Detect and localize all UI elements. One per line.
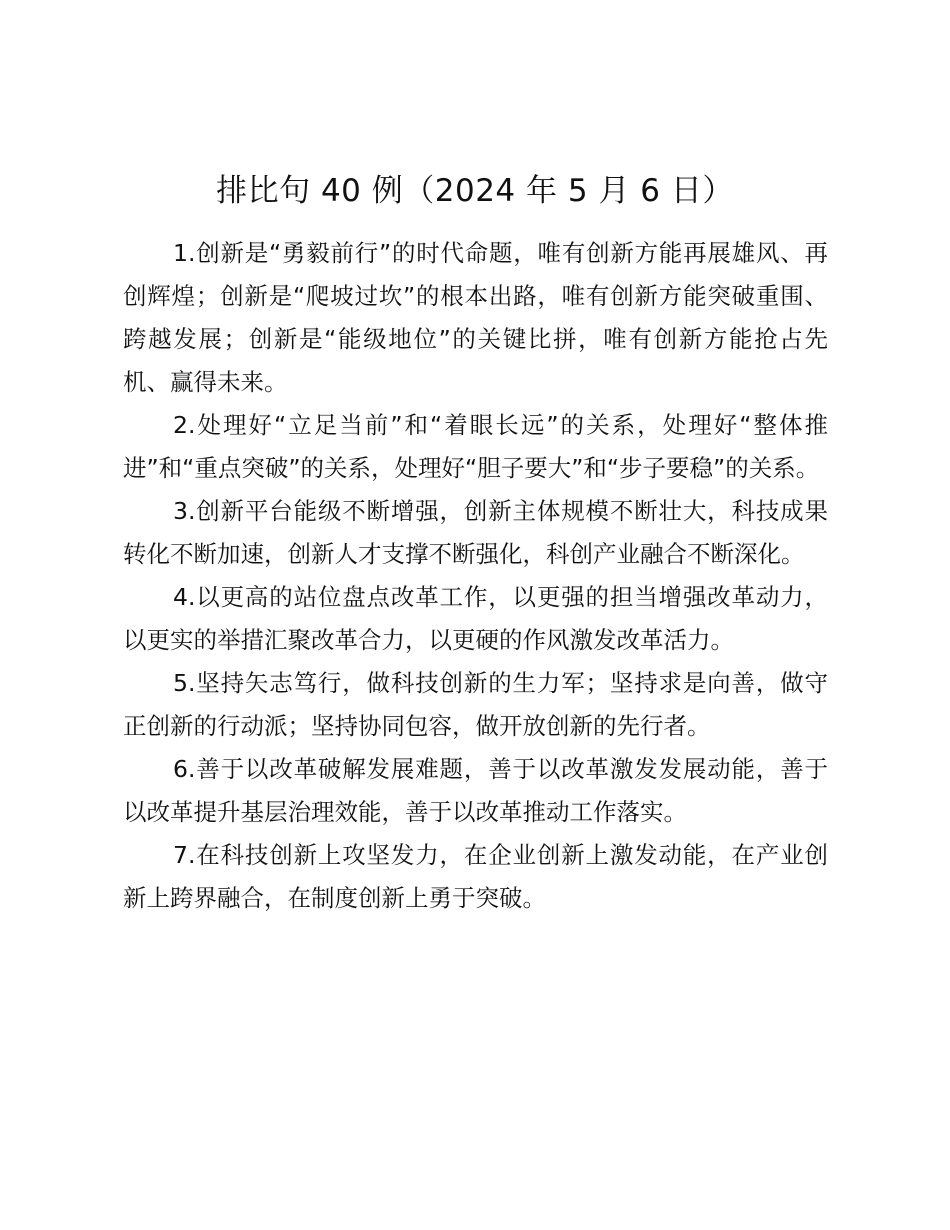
paragraph-5: 5.坚持矢志笃行，做科技创新的生力军；坚持求是向善，做守正创新的行动派；坚持协同包容，做开放创新的先行者。 [123,669,828,740]
paragraph-7: 7.在科技创新上攻坚发力，在企业创新上激发动能，在产业创新上跨界融合，在制度创新上勇于突破。 [123,841,828,912]
document-body [123,232,828,920]
document-title: 排比句 40 例（2024 年 5 月 6 日） [216,173,734,209]
paragraph-4: 4.以更高的站位盘点改革工作，以更强的担当增强改革动力，以更实的举措汇聚改革合力，以更硬的作风激发改革活力。 [123,583,828,654]
paragraph-2: 2.处理好“立足当前”和“着眼长远”的关系，处理好“整体推进”和“重点突破”的关系，处理好“胆子要大”和“步子要稳”的关系。 [123,411,828,482]
paragraph-3: 3.创新平台能级不断增强，创新主体规模不断壮大，科技成果转化不断加速，创新人才支撑不断强化，科创产业融合不断深化。 [123,497,828,568]
paragraph-1: 1.创新是“勇毅前行”的时代命题，唯有创新方能再展雄风、再创辉煌；创新是“爬坡过坎”的根本出路，唯有创新方能突破重围、跨越发展；创新是“能级地位”的关键比拼，唯有创新方能抢占先机、赢得未来。 [123,239,828,396]
paragraph-6: 6.善于以改革破解发展难题，善于以改革激发发展动能，善于以改革提升基层治理效能，善于以改革推动工作落实。 [123,755,828,826]
